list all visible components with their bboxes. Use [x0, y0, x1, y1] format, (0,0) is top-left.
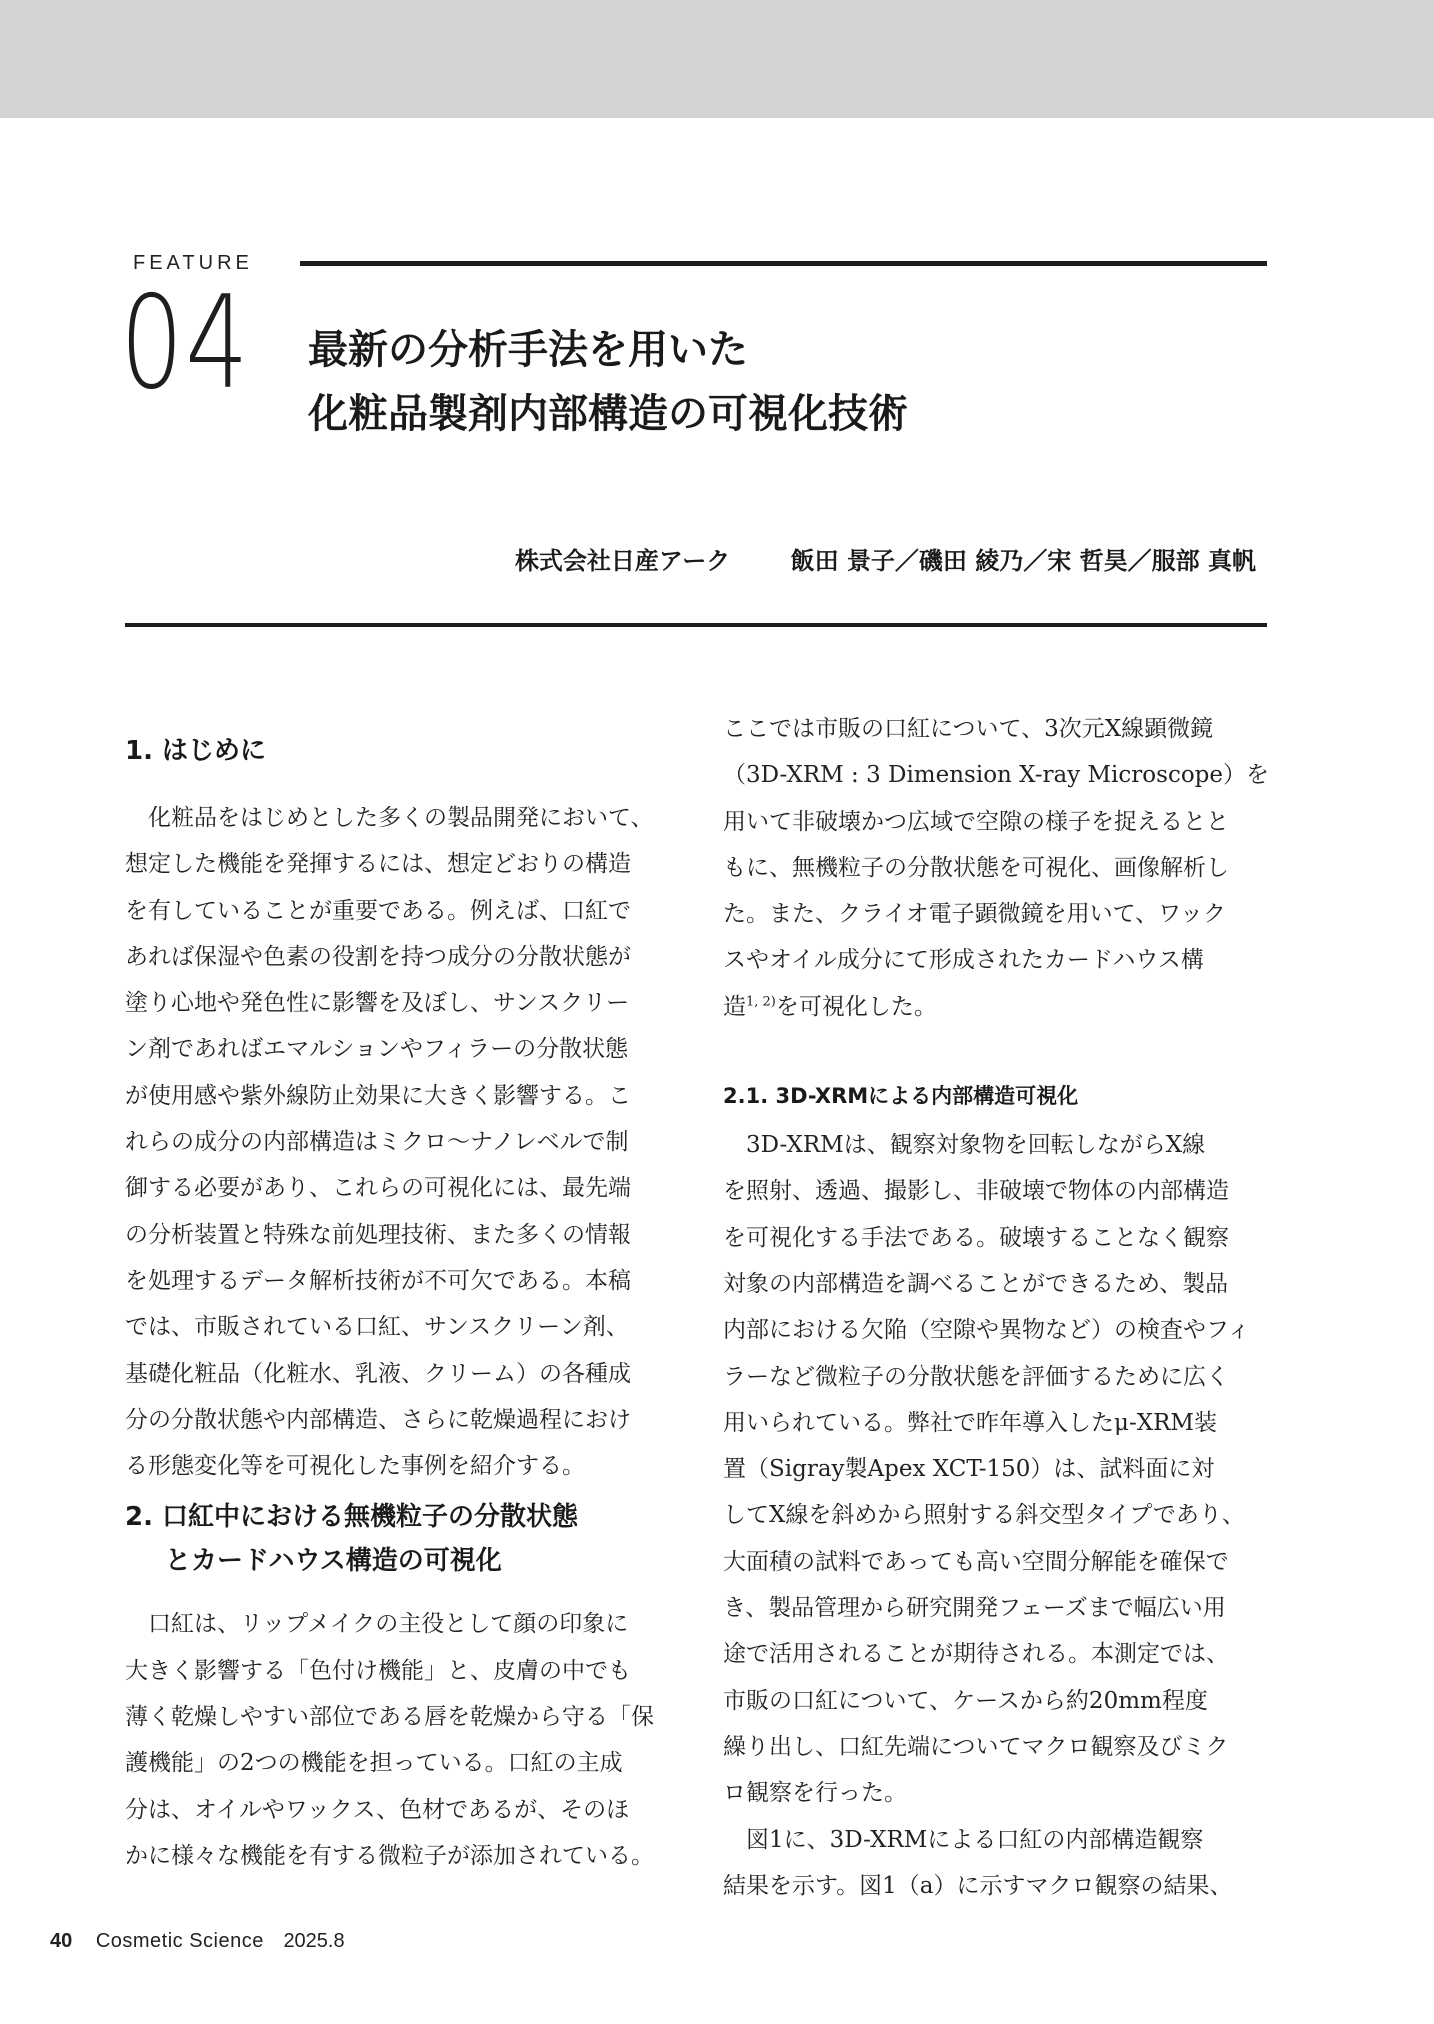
- text-line: る形態変化等を可視化した事例を紹介する。: [125, 1453, 585, 1480]
- header-rule: [300, 261, 1267, 266]
- feature-number: 04: [120, 269, 251, 418]
- text-fragment: を可視化した。: [775, 993, 937, 1020]
- text-line: 用いて非破壊かつ広域で空隙の様子を捉えるとと: [723, 808, 1229, 835]
- text-line: 結果を示す。図1（a）に示すマクロ観察の結果、: [723, 1872, 1233, 1899]
- text-line: 御する必要があり、これらの可視化には、最先端: [125, 1175, 631, 1202]
- text-line: 対象の内部構造を調べることができるため、製品: [723, 1270, 1229, 1297]
- text-line: き、製品管理から研究開発フェーズまで幅広い用: [723, 1595, 1226, 1622]
- text-line: の分析装置と特殊な前処理技術、また多くの情報: [125, 1221, 631, 1248]
- text-line: 図1に、3D-XRMによる口紅の内部構造観察: [746, 1826, 1204, 1853]
- magazine-name: Cosmetic Science: [95, 1930, 264, 1952]
- text-line: 分は、オイルやワックス、色材であるが、そのほ: [125, 1796, 630, 1823]
- text-line: を処理するデータ解析技術が不可欠である。本稿: [125, 1267, 631, 1294]
- text-line: 3D-XRMは、観察対象物を回転しながらX線: [746, 1132, 1206, 1159]
- body-paragraph: [723, 706, 1269, 1030]
- byline: [515, 541, 1256, 576]
- text-line: あれば保湿や色素の役割を持つ成分の分散状態が: [125, 943, 631, 970]
- text-line: 想定した機能を発揮するには、想定どおりの構造: [125, 851, 631, 878]
- page-footer: [50, 1930, 345, 1953]
- text-line: を照射、透過、撮影し、非破壊で物体の内部構造: [723, 1178, 1229, 1205]
- text-line: 市販の口紅について、ケースから約20mm程度: [723, 1687, 1208, 1714]
- text-line: ン剤であればエマルションやフィラーの分散状態: [125, 1036, 629, 1063]
- body-paragraph: [125, 1601, 671, 1879]
- text-line: た。また、クライオ電子顕微鏡を用いて、ワック: [723, 901, 1227, 928]
- author-names: 飯田 景子／磯田 綾乃／宋 哲昊／服部 真帆: [790, 547, 1256, 575]
- text-line: 塗り心地や発色性に影響を及ぼし、サンスクリー: [125, 990, 630, 1017]
- text-line: （3D-XRM : 3 Dimension X-ray Microscope）を: [723, 762, 1270, 789]
- text-line: もに、無機粒子の分散状態を可視化、画像解析し: [723, 854, 1229, 881]
- heading-line: 2. 口紅中における無機粒子の分散状態: [125, 1502, 579, 1533]
- article-title: [308, 318, 1268, 446]
- right-column: [723, 706, 1269, 1909]
- text-line: 薄く乾燥しやすい部位である唇を乾燥から守る「保: [125, 1704, 654, 1731]
- text-line: スやオイル成分にて形成されたカードハウス構: [723, 947, 1204, 974]
- text-line: 内部における欠陥（空隙や異物など）の検査やフィ: [723, 1317, 1251, 1344]
- text-line: 基礎化粧品（化粧水、乳液、クリーム）の各種成: [125, 1360, 631, 1387]
- body-paragraph: [723, 1122, 1269, 1816]
- text-line: 口紅は、リップメイクの主役として顔の印象に: [148, 1611, 629, 1638]
- text-line: ここでは市販の口紅について、3次元X線顕微鏡: [723, 716, 1214, 742]
- company-name: 株式会社日産アーク: [514, 547, 731, 575]
- subsection-heading: 2.1. 3D-XRMによる内部構造可視化: [723, 1084, 1079, 1109]
- text-line: 繰り出し、口紅先端についてマクロ観察及びミク: [723, 1733, 1229, 1760]
- body-paragraph: [723, 1817, 1269, 1910]
- text-line: れらの成分の内部構造はミクロ～ナノレベルで制: [125, 1129, 629, 1156]
- section-heading: 1. はじめに: [125, 736, 267, 766]
- text-line: 化粧品をはじめとした多くの製品開発において、: [148, 805, 654, 831]
- text-line: [723, 984, 1269, 1030]
- header-band: [0, 0, 1434, 118]
- citation-ref: 1, 2): [746, 994, 776, 1010]
- text-line: が使用感や紫外線防止効果に大きく影響する。こ: [125, 1082, 631, 1109]
- text-line: してX線を斜めから照射する斜交型タイプであり、: [723, 1502, 1245, 1529]
- text-line: 大面積の試料であっても高い空間分解能を確保で: [723, 1548, 1229, 1575]
- text-line: では、市販されている口紅、サンスクリーン剤、: [125, 1314, 629, 1341]
- text-line: 途で活用されることが期待される。本測定では、: [723, 1641, 1229, 1668]
- text-line: 用いられている。弊社で昨年導入したμ-XRM装: [723, 1409, 1217, 1436]
- body-paragraph: [125, 795, 671, 1489]
- left-column: [125, 705, 671, 1879]
- feature-label: FEATURE: [133, 252, 253, 274]
- text-line: ロ観察を行った。: [723, 1780, 907, 1807]
- page-number: 40: [50, 1930, 73, 1952]
- byline-rule: [125, 623, 1267, 627]
- title-line: 化粧品製剤内部構造の可視化技術: [308, 391, 908, 437]
- title-line: 最新の分析手法を用いた: [308, 327, 748, 373]
- text-line: 護機能」の2つの機能を担っている。口紅の主成: [125, 1750, 623, 1777]
- text-line: 大きく影響する「色付け機能」と、皮膚の中でも: [125, 1657, 631, 1684]
- text-line: ラーなど微粒子の分散状態を評価するために広く: [723, 1363, 1229, 1390]
- heading-line: とカードハウス構造の可視化: [165, 1546, 502, 1577]
- text-line: 置（Sigray製Apex XCT-150）は、試料面に対: [723, 1456, 1215, 1483]
- text-line: を可視化する手法である。破壊することなく観察: [723, 1224, 1229, 1251]
- text-line: 分の分散状態や内部構造、さらに乾燥過程におけ: [125, 1406, 631, 1433]
- text-line: かに様々な機能を有する微粒子が添加されている。: [125, 1842, 654, 1869]
- section-heading: [125, 1495, 671, 1583]
- text-fragment: 造: [723, 993, 746, 1020]
- text-line: を有していることが重要である。例えば、口紅で: [125, 897, 631, 924]
- issue-date: 2025.8: [283, 1930, 345, 1952]
